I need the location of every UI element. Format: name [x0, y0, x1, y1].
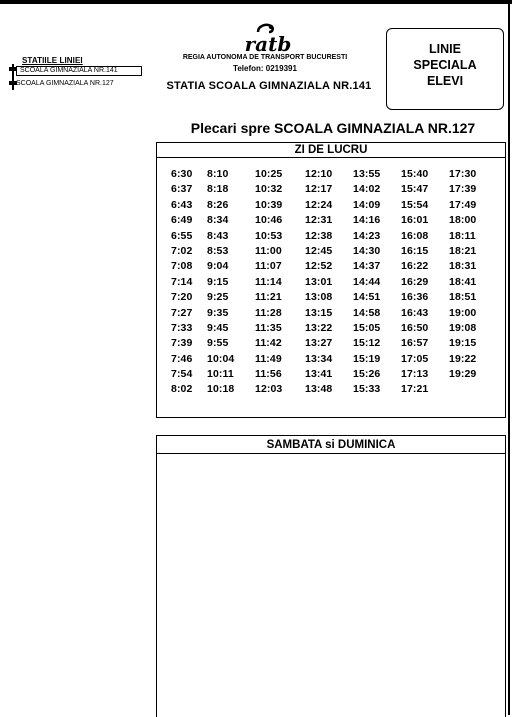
departure-time: 11:49 [255, 352, 282, 365]
departure-time: 19:15 [449, 337, 477, 350]
departure-time: 10:25 [255, 168, 283, 180]
departure-time: 15:40 [401, 168, 429, 180]
departure-time: 7:54 [171, 368, 193, 381]
time-column [207, 167, 243, 398]
time-column [449, 167, 485, 382]
time-column [401, 167, 437, 398]
departure-time: 18:31 [449, 260, 477, 273]
departure-time: 18:51 [449, 291, 477, 304]
departure-time: 9:35 [207, 306, 229, 319]
departure-time: 16:01 [401, 214, 429, 227]
departure-time: 18:41 [449, 275, 477, 288]
time-column [255, 167, 291, 398]
departure-time: 9:15 [207, 275, 229, 288]
departure-time: 12:52 [305, 260, 333, 273]
weekday-label: ZI DE LUCRU [157, 143, 505, 158]
departure-time: 13:22 [305, 321, 333, 334]
departure-time: 15:19 [353, 352, 381, 365]
departure-time: 16:57 [401, 337, 429, 350]
departure-time: 16:43 [401, 306, 429, 319]
departure-time: 14:58 [353, 306, 381, 319]
departure-time: 19:00 [449, 306, 477, 319]
weekday-timetable [156, 142, 506, 418]
departure-time: 17:05 [401, 352, 429, 365]
departure-time: 10:04 [207, 352, 235, 365]
departure-time: 8:10 [207, 168, 229, 180]
organization-name: REGIA AUTONOMA DE TRANSPORT BUCURESTI [182, 54, 348, 61]
departure-time: 19:29 [449, 368, 477, 381]
departure-time: 12:31 [305, 214, 333, 227]
departure-time: 13:08 [305, 291, 333, 304]
departure-time: 7:14 [171, 275, 193, 288]
departure-time: 13:34 [305, 352, 333, 365]
departure-time: 16:08 [401, 229, 429, 242]
departure-time: 7:20 [171, 291, 193, 304]
departure-time: 6:37 [171, 183, 193, 196]
departure-time: 13:27 [305, 337, 333, 350]
departure-time: 6:55 [171, 229, 193, 242]
departure-time: 14:02 [353, 183, 381, 196]
departure-time: 11:00 [255, 244, 282, 257]
departure-time: 7:02 [171, 244, 193, 257]
route-stop-icon [9, 67, 16, 71]
time-column [305, 167, 341, 398]
departure-time: 10:53 [255, 229, 283, 242]
time-column [171, 167, 207, 398]
departure-time: 12:24 [305, 198, 333, 211]
departure-time: 10:11 [207, 368, 234, 381]
departure-time: 17:49 [449, 198, 477, 211]
departure-time: 12:17 [305, 183, 333, 196]
departure-time: 14:37 [353, 260, 381, 273]
weekend-timetable [156, 435, 506, 717]
departure-time: 19:08 [449, 321, 477, 334]
departure-time: 8:18 [207, 183, 229, 196]
departure-time: 14:16 [353, 214, 381, 227]
phone-number: Telefon: 0219391 [233, 64, 297, 73]
departure-time: 14:09 [353, 198, 381, 211]
departure-time: 11:14 [255, 275, 282, 288]
departure-time: 17:30 [449, 168, 477, 180]
right-border [508, 0, 510, 715]
top-border [0, 0, 512, 4]
departure-time: 13:41 [305, 368, 333, 381]
departure-time: 17:39 [449, 183, 477, 196]
time-column [353, 167, 389, 398]
departure-time: 13:48 [305, 383, 333, 396]
departure-time: 19:22 [449, 352, 477, 365]
departure-time: 7:08 [171, 260, 193, 273]
departure-time: 11:28 [255, 306, 282, 319]
departure-time: 13:55 [353, 168, 381, 180]
departure-time: 8:43 [207, 229, 229, 242]
departure-time: 11:56 [255, 368, 282, 381]
departure-time: 17:21 [401, 383, 429, 396]
departure-time: 9:04 [207, 260, 229, 273]
departure-time: 12:45 [305, 244, 333, 257]
departure-time: 11:35 [255, 321, 282, 334]
station-list-title: STATIILE LINIEI [22, 56, 83, 65]
departure-time: 9:55 [207, 337, 229, 350]
departure-time: 8:53 [207, 244, 229, 257]
departure-time: 7:33 [171, 321, 193, 334]
current-station: SCOALA GIMNAZIALA NR.141 [16, 66, 142, 76]
departure-time: 6:30 [171, 168, 193, 180]
next-station: SCOALA GIMNAZIALA NR.127 [16, 80, 114, 87]
badge-line-3: ELEVI [426, 74, 464, 88]
departure-time: 18:21 [449, 244, 477, 257]
departure-time: 11:42 [255, 337, 282, 350]
weekend-label: SAMBATA si DUMINICA [157, 436, 505, 454]
line-badge [386, 28, 504, 110]
departure-time: 11:21 [255, 291, 282, 304]
departure-time: 15:47 [401, 183, 429, 196]
departure-time: 11:07 [255, 260, 282, 273]
departure-time: 16:15 [401, 244, 429, 257]
departure-time: 12:03 [255, 383, 283, 396]
departure-time: 15:05 [353, 321, 381, 334]
departure-time: 9:25 [207, 291, 229, 304]
departure-time: 12:10 [305, 168, 333, 180]
departure-time: 15:12 [353, 337, 381, 350]
station-list [4, 56, 154, 96]
departure-time: 14:51 [353, 291, 381, 304]
departure-time: 12:38 [305, 229, 333, 242]
departure-time: 16:22 [401, 260, 429, 273]
departure-time: 14:30 [353, 244, 381, 257]
departure-time: 8:26 [207, 198, 229, 211]
departure-time: 13:01 [305, 275, 333, 288]
departure-time: 16:29 [401, 275, 429, 288]
departure-time: 10:46 [255, 214, 283, 227]
departure-time: 8:02 [171, 383, 193, 396]
station-title: STATIA SCOALA GIMNAZIALA NR.141 [166, 80, 372, 92]
departure-time: 7:46 [171, 352, 193, 365]
logo-text: ratb [244, 32, 292, 54]
departure-time: 18:11 [449, 229, 476, 242]
departure-time: 14:23 [353, 229, 381, 242]
departure-time: 8:34 [207, 214, 229, 227]
departure-time: 15:54 [401, 198, 429, 211]
departure-time: 14:44 [353, 275, 381, 288]
departure-time: 15:33 [353, 383, 381, 396]
departure-time: 10:32 [255, 183, 283, 196]
departure-time: 9:45 [207, 321, 229, 334]
destination-heading: Plecari spre SCOALA GIMNAZIALA NR.127 [190, 120, 476, 136]
departure-time: 6:43 [171, 198, 193, 211]
badge-line-2: SPECIALA [413, 58, 477, 72]
departure-time: 10:18 [207, 383, 235, 396]
ratb-logo-icon [244, 22, 292, 54]
departure-time: 13:15 [305, 306, 333, 319]
departure-time: 15:26 [353, 368, 381, 381]
departure-time: 18:00 [449, 214, 477, 227]
badge-line-1: LINIE [429, 42, 461, 56]
departure-time: 17:13 [401, 368, 429, 381]
departure-time: 7:39 [171, 337, 193, 350]
departure-time: 7:27 [171, 306, 193, 319]
departure-time: 16:50 [401, 321, 429, 334]
departure-time: 6:49 [171, 214, 193, 227]
departure-time: 10:39 [255, 198, 283, 211]
departure-time: 16:36 [401, 291, 429, 304]
